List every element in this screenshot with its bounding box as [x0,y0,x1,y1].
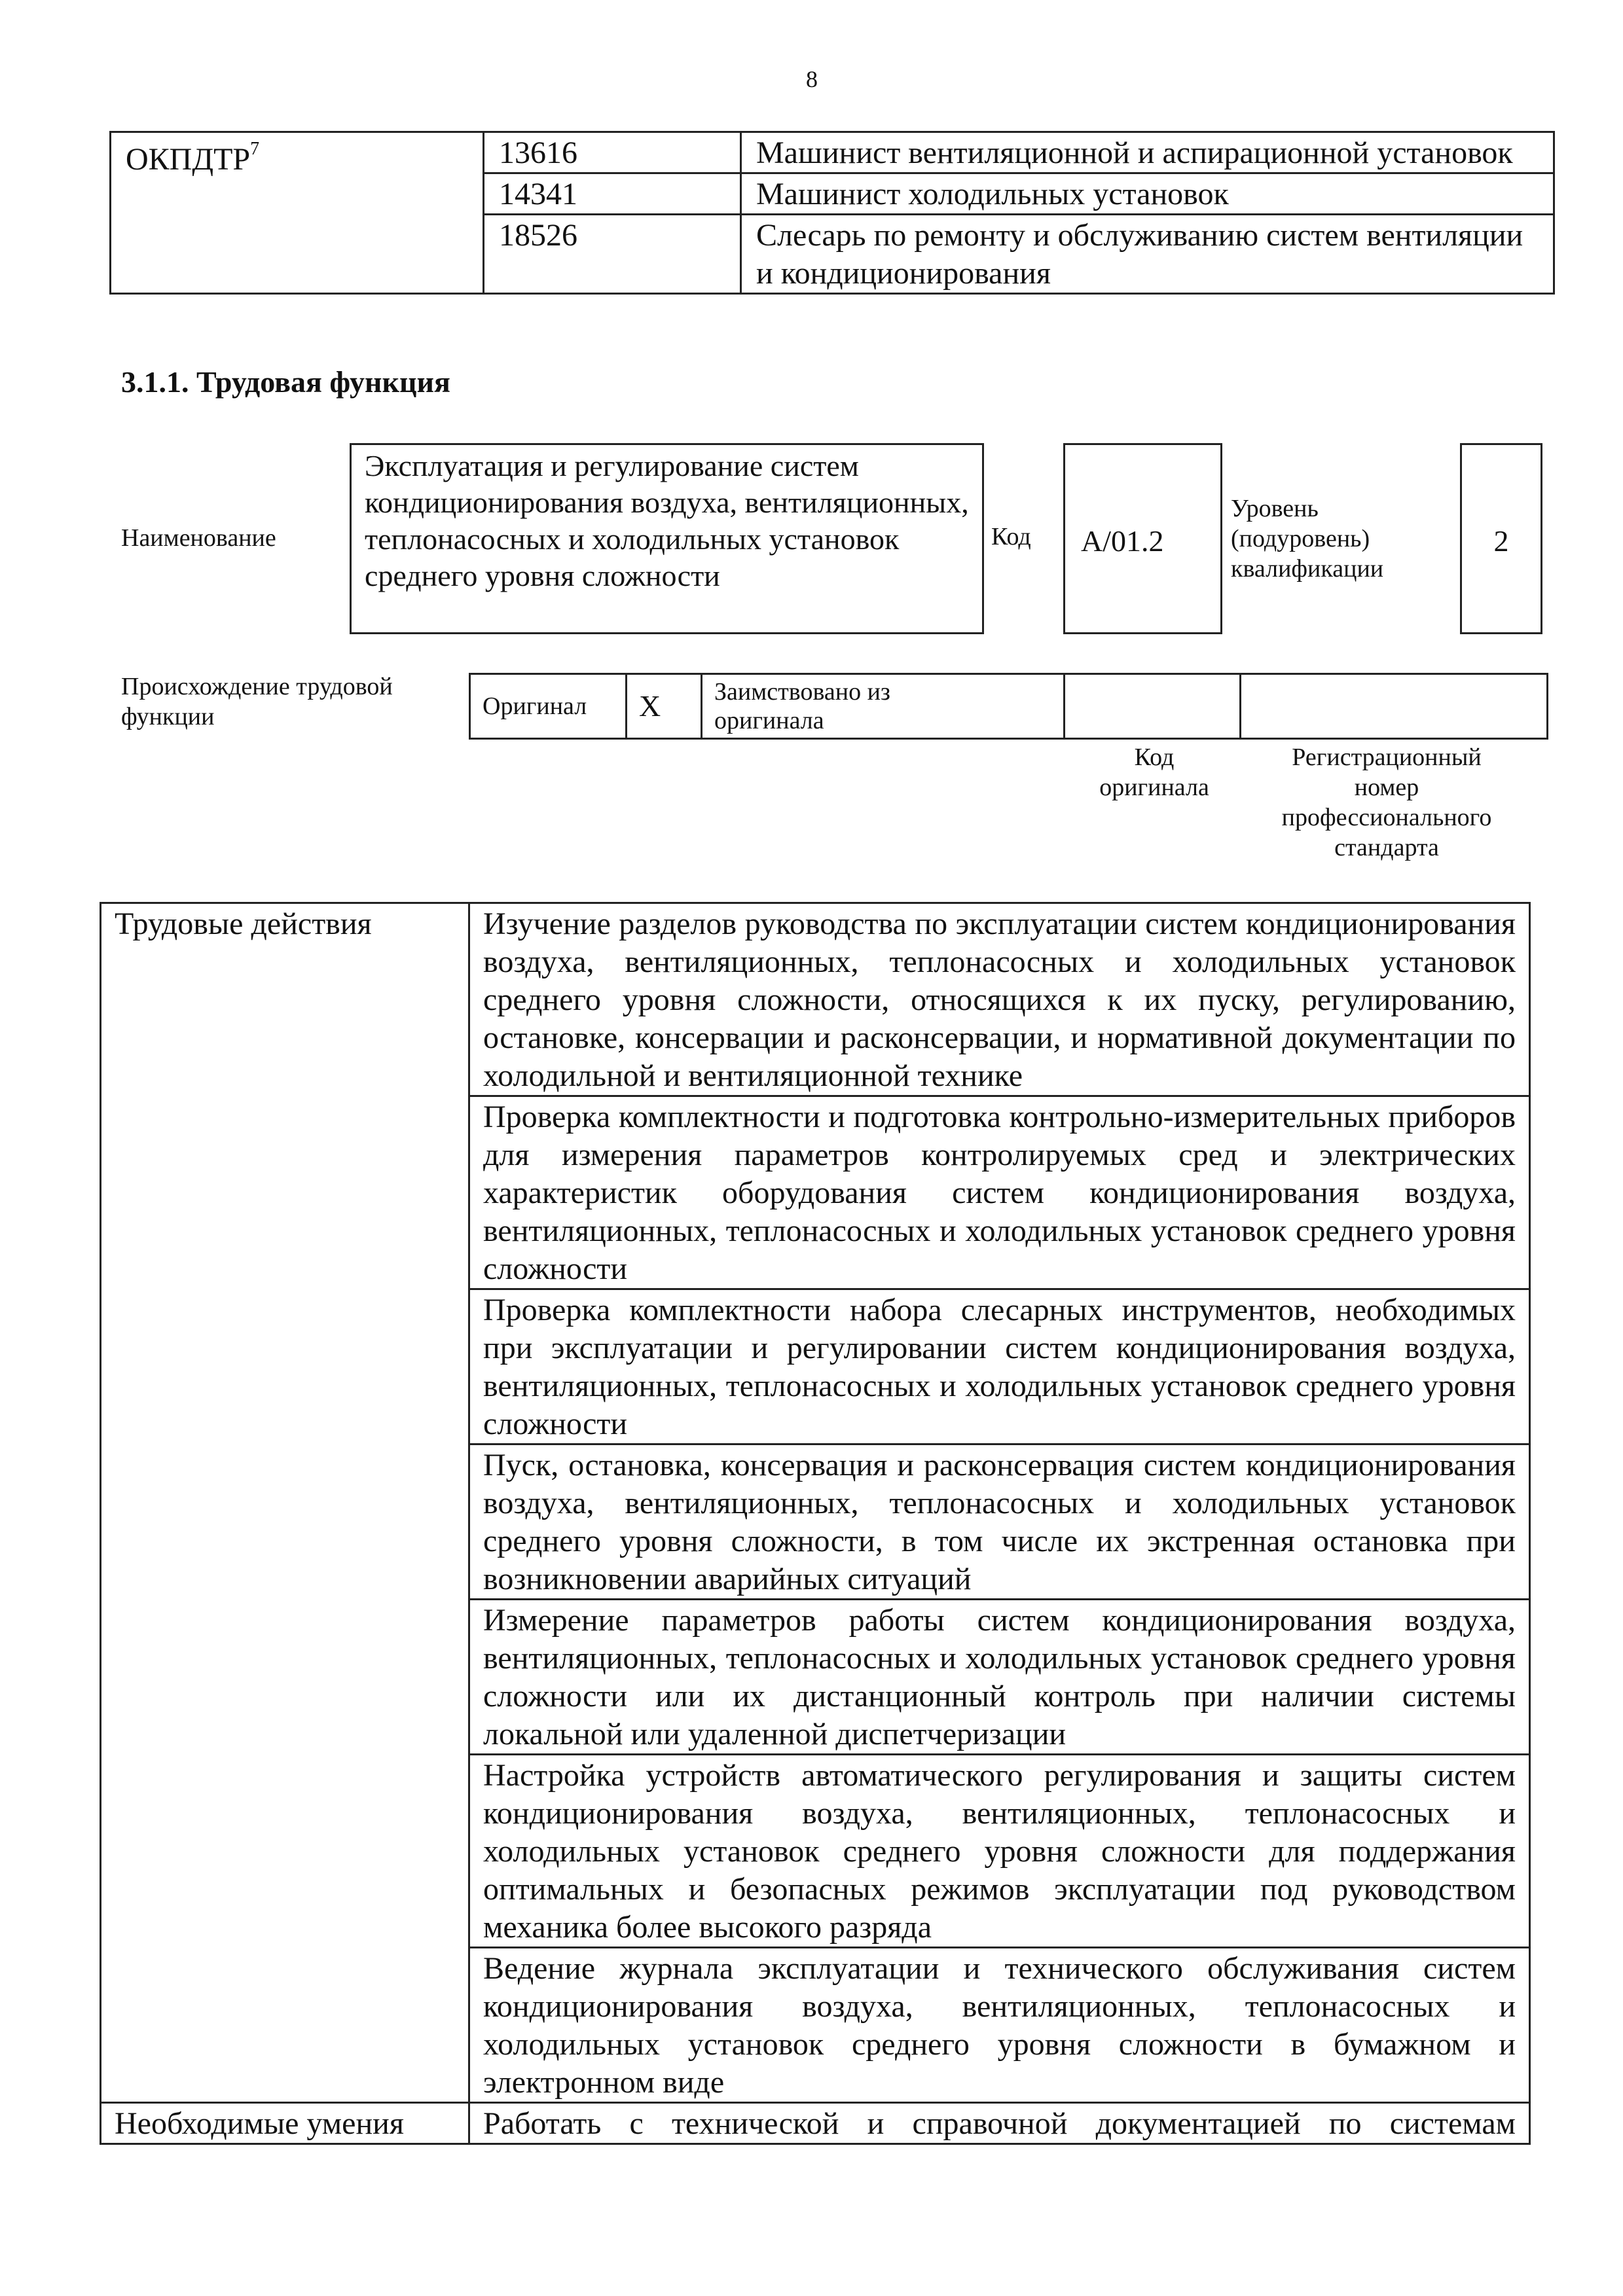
footnote-mark: 7 [250,139,260,159]
labor-action-item: Ведение журнала эксплуатации и технического обслуживания систем кондиционирования воздуха, вентиляционных, теплонасосных и холодильных установок среднего уровня сложности в бумажном и электронном виде [469,1948,1530,2103]
table-row [101,903,1530,1096]
labor-action-item: Измерение параметров работы систем кондиционирования воздуха, вентиляционных, теплонасосных и холодильных установок среднего уровня сложности или их дистанционный контроль при наличии системы локальной или удаленной диспетчеризации [469,1600,1530,1755]
level-label-line: (подуровень) [1231,525,1370,552]
level-label-line: Уровень [1231,495,1319,522]
borrowed-label-line: Заимствовано из [714,678,890,706]
section-title: 3.1.1. Трудовая функция [121,365,450,399]
labor-actions-table [100,902,1531,2145]
caption-line: Регистрационный [1292,744,1482,771]
origin-label-line: функции [121,703,215,730]
okpdtr-label-cell [111,132,484,294]
labor-action-item: Настройка устройств автоматического регулирования и защиты систем кондиционирования воздуха, вентиляционных, теплонасосных и холодильных установок среднего уровня сложности для поддержания оптимальных и безопасных режимов эксплуатации под руководством механика более высокого разряда [469,1755,1530,1948]
original-mark: X [627,674,702,739]
origin-label-line: Происхождение трудовой [121,673,393,700]
okpdtr-name: Машинист вентиляционной и аспирационной установок [741,132,1554,173]
table-row [111,132,1554,173]
okpdtr-code: 18526 [484,215,741,294]
okpdtr-code: 14341 [484,173,741,215]
table-row [101,2103,1530,2144]
level-label [1231,493,1383,584]
okpdtr-label: ОКПДТР [126,142,251,177]
function-name-box: Эксплуатация и регулирование систем кондиционирования воздуха, вентиляционных, теплонасосных и холодильных установок среднего уровня сложности [350,443,984,634]
okpdtr-name: Слесарь по ремонту и обслуживанию систем вентиляции и кондиционирования [741,215,1554,294]
original-label: Оригинал [470,674,627,739]
borrowed-label [702,674,1065,739]
original-code-cell [1065,674,1241,739]
function-code-box: A/01.2 [1063,443,1222,634]
borrowed-label-line: оригинала [714,707,824,734]
registration-caption [1249,742,1524,863]
labor-action-item: Проверка комплектности и подготовка контрольно-измерительных приборов для измерения параметров контролируемых сред и электрических характеристик оборудования систем кондиционирования воздуха, вентиляционных, теплонасосных и холодильных установок среднего уровня сложности [469,1096,1530,1289]
registration-number-cell [1241,674,1548,739]
origin-table [469,673,1548,740]
caption-line: Код [1134,744,1175,771]
skills-label: Необходимые умения [101,2103,469,2144]
caption-line: стандарта [1334,834,1439,861]
page-number: 8 [806,66,818,92]
labor-action-item: Пуск, остановка, консервация и расконсервация систем кондиционирования воздуха, вентиляционных, теплонасосных и холодильных установок среднего уровня сложности, в том числе их экстренная остановка при возникновении аварийных ситуаций [469,1444,1530,1600]
caption-line: профессионального [1281,804,1492,831]
table-row [470,674,1548,739]
name-label: Наименование [121,524,276,552]
caption-line: оригинала [1099,774,1209,801]
caption-line: номер [1354,774,1419,801]
okpdtr-code: 13616 [484,132,741,173]
labor-action-item: Проверка комплектности набора слесарных инструментов, необходимых при эксплуатации и регулировании систем кондиционирования воздуха, вентиляционных, теплонасосных и холодильных установок среднего уровня сложности [469,1289,1530,1444]
origin-label [121,672,393,732]
code-label: Код [991,523,1031,550]
qualification-level-box: 2 [1460,443,1542,634]
original-code-caption [1085,742,1223,802]
level-label-line: квалификации [1231,555,1384,583]
okpdtr-name: Машинист холодильных установок [741,173,1554,215]
labor-action-item: Изучение разделов руководства по эксплуатации систем кондиционирования воздуха, вентиляционных, теплонасосных и холодильных установок среднего уровня сложности, относящихся к их пуску, регулированию, остановке, консервации и расконсервации, и нормативной документации по холодильной и вентиляционной технике [469,903,1530,1096]
labor-actions-label: Трудовые действия [101,903,469,2103]
okpdtr-table [109,131,1555,295]
skill-item: Работать с технической и справочной документацией по системам [469,2103,1530,2144]
